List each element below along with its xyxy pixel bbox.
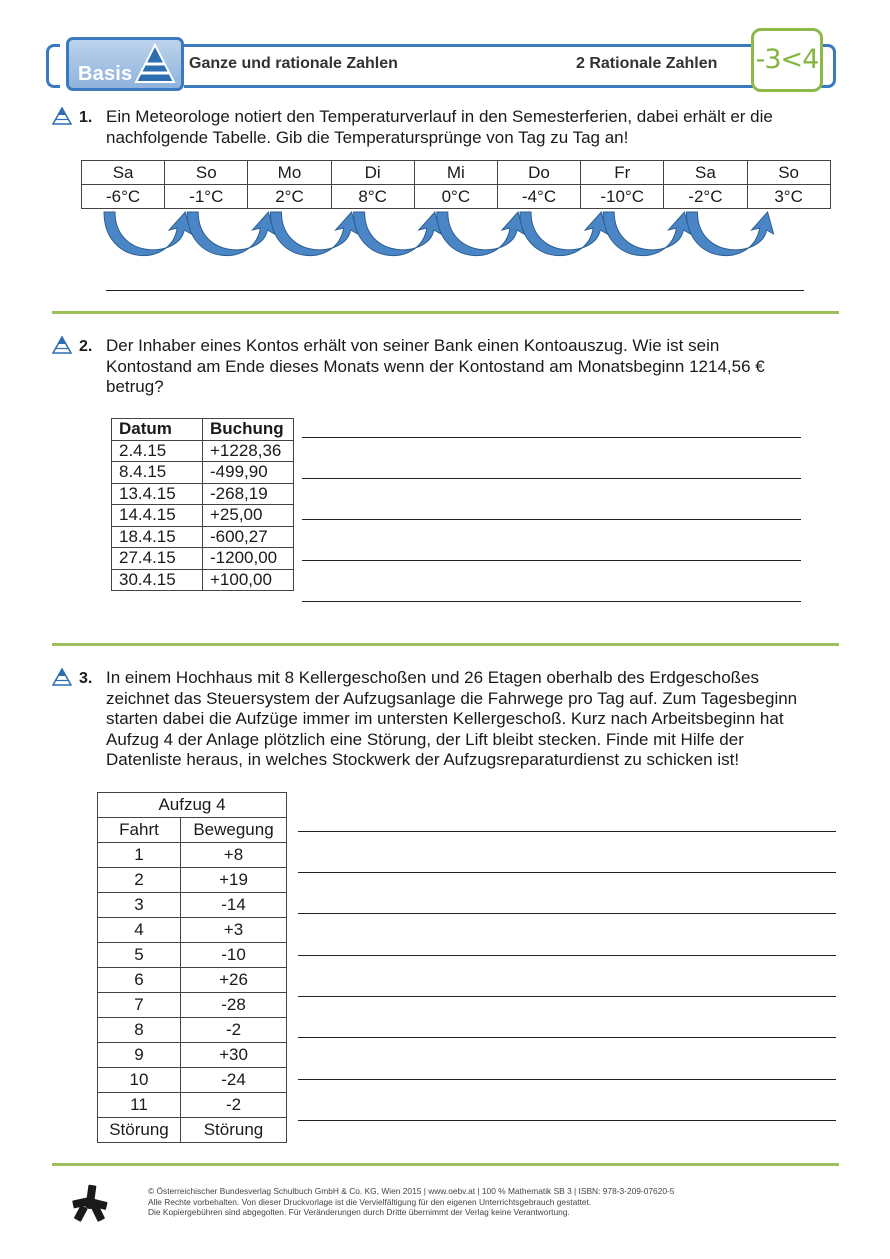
section-divider <box>52 643 839 646</box>
table-row <box>82 185 831 209</box>
answer-line[interactable] <box>298 872 836 873</box>
table-row <box>112 569 294 591</box>
date-cell: 18.4.15 <box>112 526 203 548</box>
movement-cell: +30 <box>181 1043 287 1068</box>
table-header-row <box>112 419 294 441</box>
table-row <box>112 548 294 570</box>
section-divider <box>52 311 839 314</box>
amount-cell: -499,90 <box>203 462 294 484</box>
table-row <box>98 1043 287 1068</box>
ride-cell: 5 <box>98 943 181 968</box>
temp-cell: -6°C <box>82 185 165 209</box>
footer-line: Alle Rechte vorbehalten. Von dieser Druckvorlage ist die Vervielfältigung für den eigenen Unterrichtsgebrauch gestattet. <box>148 1196 592 1207</box>
table-row <box>98 1093 287 1118</box>
temp-cell: 8°C <box>331 185 414 209</box>
table-row <box>98 993 287 1018</box>
table-row <box>112 440 294 462</box>
temp-cell: -2°C <box>664 185 747 209</box>
table-row <box>98 1018 287 1043</box>
temp-cell: 2°C <box>248 185 331 209</box>
column-header: Fahrt <box>98 818 181 843</box>
temp-cell: 3°C <box>747 185 830 209</box>
section-divider <box>52 1163 839 1166</box>
movement-cell: -2 <box>181 1093 287 1118</box>
movement-cell: -2 <box>181 1018 287 1043</box>
jump-arrow <box>437 212 524 256</box>
answer-line[interactable] <box>298 1079 836 1080</box>
task-text-line: Datenliste heraus, in welches Stockwerk der Aufzugsreparaturdienst zu schicken ist! <box>106 750 740 769</box>
date-cell: 27.4.15 <box>112 548 203 570</box>
answer-line[interactable] <box>302 437 801 438</box>
task-level-icon <box>52 107 72 125</box>
basis-badge <box>66 37 184 91</box>
handwritten-stamp: -3<4 <box>751 28 823 92</box>
day-cell: Sa <box>664 161 747 185</box>
amount-cell: -600,27 <box>203 526 294 548</box>
amount-cell: -268,19 <box>203 483 294 505</box>
bank-statement-table <box>111 418 294 591</box>
amount-cell: +25,00 <box>203 505 294 527</box>
jump-arrow <box>187 212 274 256</box>
answer-line[interactable] <box>298 996 836 997</box>
day-cell: Fr <box>581 161 664 185</box>
ride-cell: 11 <box>98 1093 181 1118</box>
day-cell: Mo <box>248 161 331 185</box>
date-cell: 13.4.15 <box>112 483 203 505</box>
date-cell: 8.4.15 <box>112 462 203 484</box>
task-text-line: In einem Hochhaus mit 8 Kellergeschoßen und 26 Etagen oberhalb des Erdgeschoßes <box>106 668 760 687</box>
amount-cell: +100,00 <box>203 569 294 591</box>
column-header: Bewegung <box>181 818 287 843</box>
table-row <box>98 868 287 893</box>
answer-line[interactable] <box>298 955 836 956</box>
movement-cell: -24 <box>181 1068 287 1093</box>
footer-line: Die Kopiergebühren sind abgegolten. Für Veränderungen durch Dritte übernimmt der Verlag keine Verantwortung. <box>148 1207 570 1218</box>
temp-cell: 0°C <box>414 185 497 209</box>
task-number: 2. <box>79 338 93 355</box>
answer-line[interactable] <box>302 519 801 520</box>
date-cell: 2.4.15 <box>112 440 203 462</box>
task-number: 3. <box>79 670 93 687</box>
ride-cell: Störung <box>98 1118 181 1143</box>
column-header: Datum <box>112 419 203 441</box>
jump-arrow <box>354 212 441 256</box>
date-cell: 30.4.15 <box>112 569 203 591</box>
table-title: Aufzug 4 <box>98 793 287 818</box>
answer-line[interactable] <box>302 560 801 561</box>
answer-line[interactable] <box>298 1120 836 1121</box>
jump-arrow <box>603 212 690 256</box>
task-level-icon <box>52 668 72 686</box>
date-cell: 14.4.15 <box>112 505 203 527</box>
copyright-notice <box>148 1186 674 1218</box>
column-header: Buchung <box>203 419 294 441</box>
movement-cell: -28 <box>181 993 287 1018</box>
task3-text <box>106 668 797 771</box>
task-text-line: starten dabei die Aufzüge immer im untersten Kellergeschoß. Kurz nach Arbeitsbeginn hat <box>106 709 784 728</box>
day-cell: So <box>747 161 830 185</box>
footer-line: © Österreichischer Bundesverlag Schulbuch GmbH & Co. KG, Wien 2015 | www.oebv.at | 100 % Mathematik SB 3 | ISBN: 978-3-209-07620-5 <box>148 1186 675 1196</box>
ride-cell: 7 <box>98 993 181 1018</box>
chapter-title: 2 Rationale Zahlen <box>576 55 718 72</box>
table-row <box>98 1118 287 1143</box>
page-topic: Ganze und rationale Zahlen <box>189 55 398 72</box>
table-row <box>98 893 287 918</box>
table-row <box>112 505 294 527</box>
answer-line[interactable] <box>106 290 804 291</box>
movement-cell: Störung <box>181 1118 287 1143</box>
temp-cell: -10°C <box>581 185 664 209</box>
header-bracket-right <box>822 44 836 88</box>
ride-cell: 4 <box>98 918 181 943</box>
ride-cell: 8 <box>98 1018 181 1043</box>
table-row <box>82 161 831 185</box>
day-cell: Di <box>331 161 414 185</box>
table-row <box>98 843 287 868</box>
temp-cell: -4°C <box>497 185 580 209</box>
table-title-row <box>98 793 287 818</box>
table-header-row <box>98 818 287 843</box>
jump-arrow <box>686 212 773 256</box>
ride-cell: 2 <box>98 868 181 893</box>
movement-cell: +3 <box>181 918 287 943</box>
answer-line[interactable] <box>298 913 836 914</box>
table-row <box>112 526 294 548</box>
ride-cell: 10 <box>98 1068 181 1093</box>
amount-cell: -1200,00 <box>203 548 294 570</box>
task-text-line: Der Inhaber eines Kontos erhält von seiner Bank einen Kontoauszug. Wie ist sein <box>106 336 720 355</box>
task-text-line: betrug? <box>106 377 164 396</box>
movement-cell: +19 <box>181 868 287 893</box>
answer-line[interactable] <box>302 478 801 479</box>
task-text-line: Ein Meteorologe notiert den Temperaturverlauf in den Semesterferien, dabei erhält er die <box>106 107 773 126</box>
day-cell: Sa <box>82 161 165 185</box>
basis-label: Basis <box>78 63 133 85</box>
ride-cell: 9 <box>98 1043 181 1068</box>
temperature-table <box>81 160 831 209</box>
publisher-logo-icon <box>70 1183 110 1223</box>
task-number: 1. <box>79 109 93 126</box>
ride-cell: 3 <box>98 893 181 918</box>
jump-arrow <box>520 212 607 256</box>
movement-cell: +8 <box>181 843 287 868</box>
answer-line[interactable] <box>298 831 836 832</box>
movement-cell: +26 <box>181 968 287 993</box>
jump-arrows <box>80 208 840 268</box>
task-text-line: nachfolgende Tabelle. Gib die Temperatursprünge von Tag zu Tag an! <box>106 127 629 147</box>
task-text-line: zeichnet das Steuersystem der Aufzugsanlage die Fahrwege pro Tag auf. Zum Tagesbeginn <box>106 688 798 708</box>
table-row <box>98 968 287 993</box>
movement-cell: -10 <box>181 943 287 968</box>
day-cell: Do <box>497 161 580 185</box>
temp-cell: -1°C <box>165 185 248 209</box>
answer-line[interactable] <box>298 1037 836 1038</box>
task-text-line: Aufzug 4 der Anlage plötzlich eine Störung, der Lift bleibt stecken. Finde mit Hilfe der <box>106 729 744 749</box>
task-text-line: Kontostand am Ende dieses Monats wenn der Kontostand am Monatsbeginn 1214,56 € <box>106 356 765 376</box>
elevator-table <box>97 792 287 1143</box>
table-row <box>112 483 294 505</box>
table-row <box>98 943 287 968</box>
day-cell: Mi <box>414 161 497 185</box>
movement-cell: -14 <box>181 893 287 918</box>
task2-text <box>106 336 765 398</box>
task1-text <box>106 107 773 148</box>
table-row <box>112 462 294 484</box>
jump-arrow <box>104 212 191 256</box>
header-bracket-left <box>46 44 60 88</box>
pyramid-icon <box>133 42 177 86</box>
jump-arrow <box>270 212 357 256</box>
ride-cell: 6 <box>98 968 181 993</box>
ride-cell: 1 <box>98 843 181 868</box>
task-level-icon <box>52 336 72 354</box>
day-cell: So <box>165 161 248 185</box>
table-row <box>98 1068 287 1093</box>
answer-line[interactable] <box>302 601 801 602</box>
table-row <box>98 918 287 943</box>
amount-cell: +1228,36 <box>203 440 294 462</box>
